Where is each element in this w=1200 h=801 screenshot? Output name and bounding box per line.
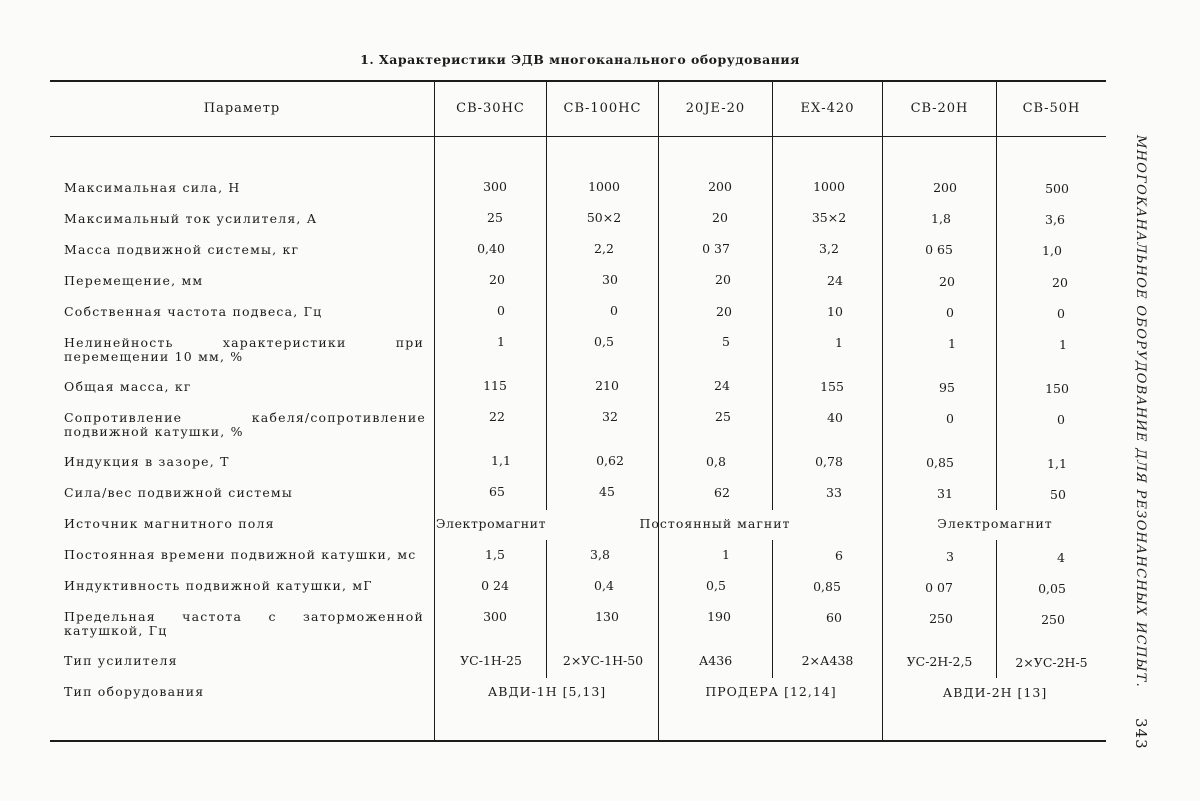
header-col: ЕХ-420 [800,101,855,116]
cell: 2×УС-2Н-5 [1015,655,1088,670]
cell: 3,2 [819,241,839,256]
cell: 0,85 [926,455,954,470]
cell: 24 [827,273,843,288]
row-label: Тип оборудования [64,684,205,699]
cell: 95 [939,380,955,395]
cell: 0,62 [596,453,624,468]
cell: 25 [487,210,503,225]
table-bottom-rule [50,740,1106,742]
cell: УС-1Н-25 [460,653,522,668]
cell: 40 [827,410,843,425]
cell: 0 65 [925,242,953,257]
row-label: Максимальный ток усилителя, А [64,211,318,226]
cell: 500 [1045,181,1069,196]
cell: 0 24 [481,578,509,593]
cell: 1 [835,335,843,350]
cell: 20 [716,304,732,319]
cell: 10 [827,304,843,319]
cell: 200 [933,180,957,195]
cell: 3,8 [590,547,610,562]
cell: 0 [610,303,618,318]
cell: 20 [712,210,728,225]
row-label: Сопротивление кабеля/сопротивление подвижной катушки, % [64,410,426,439]
cell: 0,5 [706,578,726,593]
cell: 0 [497,303,505,318]
cell: 2×УС-1Н-50 [562,653,644,668]
cell: УС-2Н-2,5 [906,654,973,669]
col-divider-1 [434,82,435,740]
cell: 200 [708,179,732,194]
row-label: Индуктивность подвижной катушки, мГ [64,578,373,593]
cell: 1 [497,334,505,349]
cell: 1 [722,547,730,562]
cell: 0 [1057,412,1065,427]
cell: 300 [483,179,507,194]
cell: 1000 [813,179,845,194]
cell: 1,1 [491,453,511,468]
cell: 210 [595,378,619,393]
header-bottom-rule [50,136,1106,137]
row-label: Предельная частота с заторможенной катушкой, Гц [64,609,424,638]
table-top-rule [50,80,1106,82]
row-label: Тип усилителя [64,653,178,668]
header-col: СВ-100НС [563,101,642,116]
cell: 65 [489,484,505,499]
magnetic-electromagnet-1: Электромагнит [435,516,547,531]
cell: 0,40 [477,241,505,256]
cell: 2×А438 [801,653,854,668]
cell: 6 [835,548,843,563]
cell: 1 [1059,337,1067,352]
cell: 2,2 [594,241,614,256]
cell: 30 [602,272,618,287]
row-label: Постоянная времени подвижной катушки, мс [64,547,417,562]
cell: 1,0 [1042,243,1062,258]
cell: 3 [946,549,954,564]
header-col: СВ-50Н [1022,101,1081,116]
cell: 1,5 [485,547,505,562]
equipment-group-avdi-1n: АВДИ-1Н [5,13] [487,684,607,699]
cell: 1,1 [1047,456,1067,471]
cell: 20 [715,272,731,287]
col-divider-2 [546,82,547,510]
cell: 1 [948,336,956,351]
cell: 31 [937,486,953,501]
cell: 190 [707,609,731,624]
cell: 155 [820,379,844,394]
header-col: СВ-30НС [456,101,525,116]
header-col: СВ-20Н [910,101,969,116]
cell: 50×2 [586,210,622,225]
row-label: Общая масса, кг [64,379,192,394]
cell: 1000 [588,179,620,194]
cell: 0,78 [815,454,843,469]
cell: 150 [1045,381,1069,396]
cell: 45 [599,484,615,499]
row-label: Максимальная сила, Н [64,180,241,195]
cell: 1,8 [931,211,951,226]
cell: 3,6 [1045,212,1065,227]
col-divider-4 [772,82,773,510]
equipment-group-prodera: ПРОДЕРА [12,14] [705,684,837,699]
cell: 50 [1050,487,1066,502]
row-label: Источник магнитного поля [64,516,275,531]
cell: 115 [483,378,507,393]
equipment-group-avdi-2n: АВДИ-2Н [13] [942,685,1048,700]
cell: 0,85 [813,579,841,594]
magnetic-electromagnet-2: Электромагнит [937,516,1053,531]
cell: 20 [939,274,955,289]
cell: 20 [1052,275,1068,290]
cell: 130 [595,609,619,624]
cell: 0,05 [1038,581,1066,596]
row-label: Масса подвижной системы, кг [64,242,300,257]
row-label: Нелинейность характеристики при перемещении 10 мм, % [64,335,424,364]
cell: 20 [489,272,505,287]
cell: 0 37 [702,241,730,256]
cell: 60 [826,610,842,625]
cell: 22 [489,409,505,424]
cell: 5 [722,334,730,349]
page-number: 343 [1132,718,1150,750]
running-header: МНОГОКАНАЛЬНОЕ ОБОРУДОВАНИЕ ДЛЯ РЕЗОНАНСНЫХ ИСПЫТ. [1133,135,1148,689]
cell: 0 [1057,306,1065,321]
cell: 0 [946,305,954,320]
cell: 35×2 [811,210,847,225]
cell: А436 [698,653,733,668]
row-label: Перемещение, мм [64,273,204,288]
cell: 33 [826,485,842,500]
table-caption: 1. Характеристики ЭДВ многоканального оборудования [360,52,800,67]
cell: 4 [1057,550,1065,565]
header-col: 20JE-20 [685,101,746,116]
cell: 0,8 [706,454,726,469]
header-param: Параметр [203,101,281,116]
magnetic-permanent: Постоянный магнит [639,516,791,531]
cell: 0 07 [925,580,953,595]
row-label: Индукция в зазоре, Т [64,454,230,469]
cell: 0 [946,411,954,426]
col-divider-6 [996,82,997,510]
row-label: Собственная частота подвеса, Гц [64,304,323,319]
cell: 300 [483,609,507,624]
cell: 0,4 [594,578,614,593]
cell: 62 [714,485,730,500]
cell: 25 [715,409,731,424]
cell: 0,5 [594,334,614,349]
cell: 250 [929,611,953,626]
row-label: Сила/вес подвижной системы [64,485,294,500]
cell: 24 [714,378,730,393]
cell: 250 [1041,612,1065,627]
cell: 32 [602,409,618,424]
